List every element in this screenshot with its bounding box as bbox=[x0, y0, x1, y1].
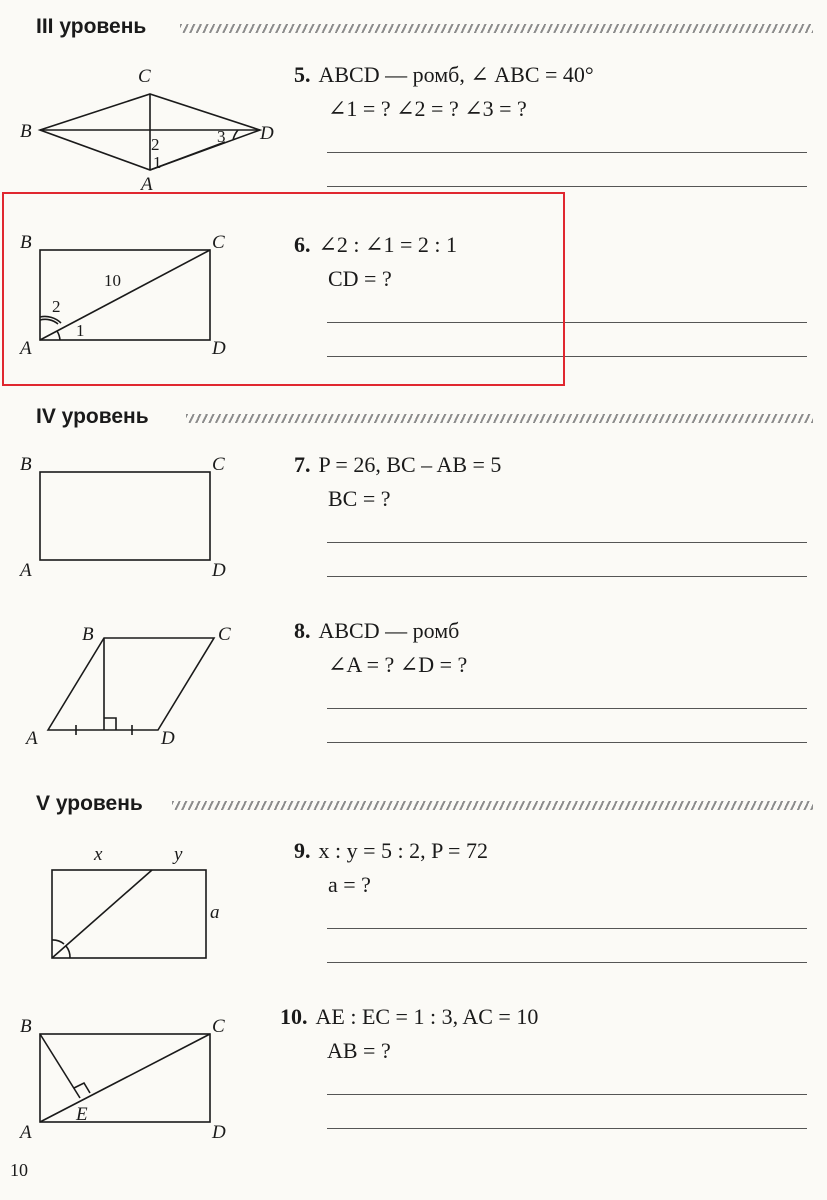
task-7-number: 7. bbox=[294, 452, 311, 477]
level-5-rule bbox=[172, 801, 813, 810]
task-8 bbox=[294, 614, 467, 682]
fig6-label-d: D bbox=[212, 338, 226, 359]
figure-8-rhombus bbox=[14, 616, 274, 756]
level-4-rule bbox=[186, 414, 813, 423]
task-5 bbox=[294, 58, 594, 126]
task-6-number: 6. bbox=[294, 232, 311, 257]
figure-10-rectangle bbox=[14, 1004, 274, 1154]
level-4-header bbox=[36, 402, 149, 432]
fig9-label-y: y bbox=[174, 844, 183, 865]
fig7-label-c: C bbox=[212, 454, 225, 475]
task-5-line1: ABCD — ромб, ∠ ABC = 40° bbox=[318, 62, 594, 87]
task-9-number: 9. bbox=[294, 838, 311, 863]
fig5-label-d: D bbox=[260, 123, 274, 144]
fig5-label-c: C bbox=[138, 66, 151, 87]
fig7-label-a: A bbox=[20, 560, 32, 581]
highlight-frame bbox=[2, 192, 565, 386]
task-6-line1: ∠2 : ∠1 = 2 : 1 bbox=[318, 232, 457, 257]
task-10-number: 10. bbox=[280, 1004, 308, 1029]
task-7-line1: P = 26, BC – AB = 5 bbox=[318, 452, 502, 477]
fig10-label-a: A bbox=[20, 1122, 32, 1143]
fig10-label-b: B bbox=[20, 1016, 32, 1037]
fig10-label-e: E bbox=[76, 1104, 88, 1125]
level-3-title: III уровень bbox=[36, 15, 147, 38]
task-8-line1: ABCD — ромб bbox=[318, 618, 460, 643]
level-4-title: IV уровень bbox=[36, 405, 149, 428]
fig10-label-d: D bbox=[212, 1122, 226, 1143]
answer-line[interactable] bbox=[327, 542, 807, 543]
answer-line[interactable] bbox=[327, 1128, 807, 1129]
level-5-header bbox=[36, 789, 143, 819]
task-10 bbox=[280, 1000, 538, 1068]
fig6-angle-1: 1 bbox=[76, 321, 85, 340]
fig6-label-c: C bbox=[212, 232, 225, 253]
fig5-angle-1: 1 bbox=[153, 153, 162, 172]
task-10-line2: AB = ? bbox=[327, 1038, 391, 1063]
answer-line[interactable] bbox=[327, 928, 807, 929]
task-5-line2: ∠1 = ? ∠2 = ? ∠3 = ? bbox=[328, 96, 527, 121]
task-9-line2: a = ? bbox=[328, 872, 371, 897]
task-6-line2: CD = ? bbox=[328, 266, 392, 291]
level-3-header bbox=[36, 12, 146, 42]
answer-line[interactable] bbox=[327, 186, 807, 187]
fig9-label-x: x bbox=[94, 844, 103, 865]
fig10-label-c: C bbox=[212, 1016, 225, 1037]
task-5-number: 5. bbox=[294, 62, 311, 87]
fig5-label-a: A bbox=[141, 174, 153, 195]
fig8-label-d: D bbox=[161, 728, 175, 749]
fig8-label-a: A bbox=[26, 728, 38, 749]
fig5-label-b: B bbox=[20, 121, 32, 142]
task-9-line1: x : y = 5 : 2, P = 72 bbox=[318, 838, 488, 863]
task-9 bbox=[294, 834, 488, 902]
answer-line[interactable] bbox=[327, 576, 807, 577]
level-3-rule bbox=[180, 24, 813, 33]
task-8-number: 8. bbox=[294, 618, 311, 643]
fig6-angle-2: 2 bbox=[52, 297, 61, 316]
figure-9-rectangle bbox=[14, 840, 274, 970]
fig7-label-d: D bbox=[212, 560, 226, 581]
answer-line[interactable] bbox=[327, 962, 807, 963]
fig6-label-b: B bbox=[20, 232, 32, 253]
fig5-angle-2: 2 bbox=[151, 135, 160, 154]
fig7-label-b: B bbox=[20, 454, 32, 475]
fig5-angle-3: 3 bbox=[217, 127, 226, 146]
task-8-line2: ∠A = ? ∠D = ? bbox=[328, 652, 468, 677]
task-10-line1: AE : EC = 1 : 3, AC = 10 bbox=[315, 1004, 539, 1029]
answer-line[interactable] bbox=[327, 708, 807, 709]
task-7-line2: BC = ? bbox=[328, 486, 391, 511]
fig8-label-c: C bbox=[218, 624, 231, 645]
fig6-label-a: A bbox=[20, 338, 32, 359]
page-number: 10 bbox=[10, 1160, 28, 1180]
answer-line[interactable] bbox=[327, 742, 807, 743]
task-7 bbox=[294, 448, 501, 516]
figure-7-rectangle bbox=[14, 450, 274, 590]
fig9-label-a: a bbox=[210, 902, 220, 923]
fig6-diagonal-length: 10 bbox=[104, 271, 121, 290]
answer-line[interactable] bbox=[327, 1094, 807, 1095]
fig8-label-b: B bbox=[82, 624, 94, 645]
answer-line[interactable] bbox=[327, 152, 807, 153]
level-5-title: V уровень bbox=[36, 792, 143, 815]
